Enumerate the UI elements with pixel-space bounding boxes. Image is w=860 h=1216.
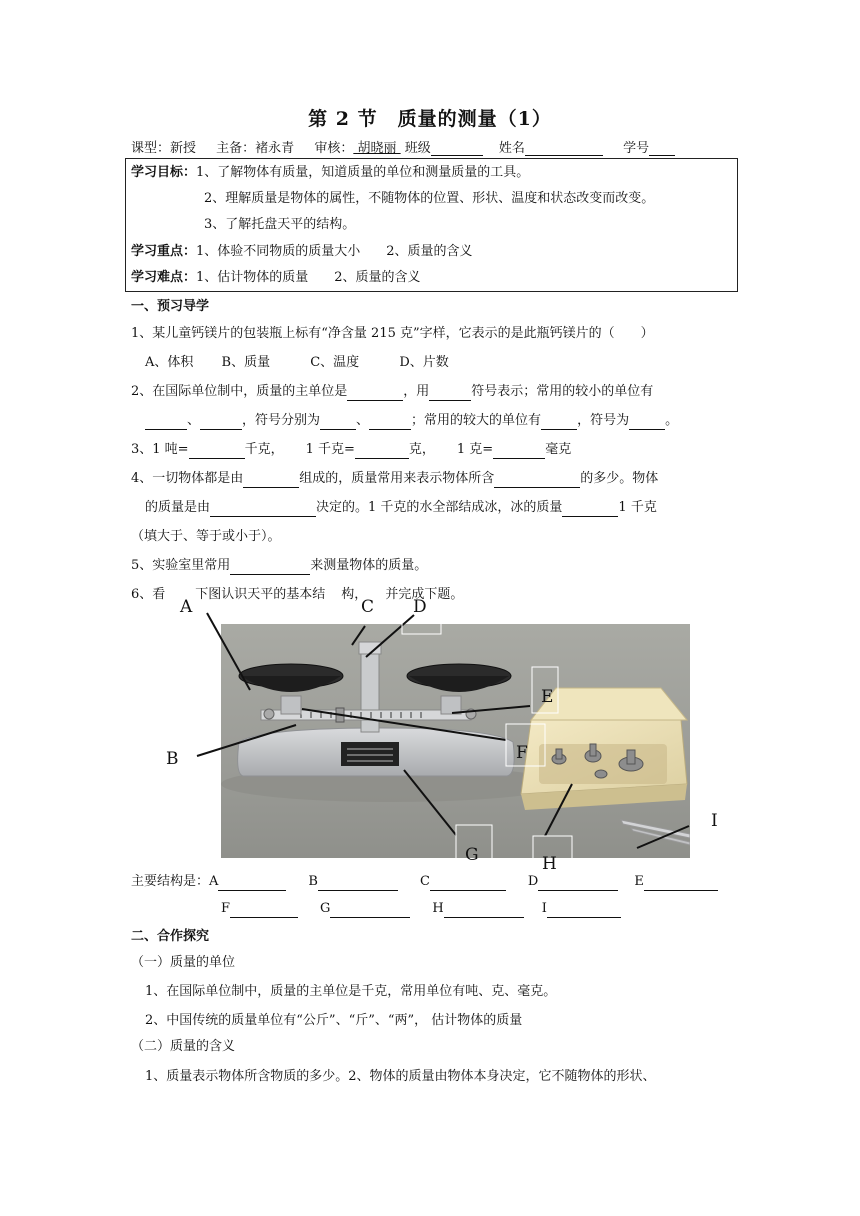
leader-g	[404, 770, 456, 835]
label-e: E	[541, 687, 554, 707]
question-4-line-1: 4、一切物体都是由 组成的，质量常用来表示物体所含 的多少。物体	[131, 471, 659, 486]
goal-3: 3、了解托盘天平的结构。	[204, 217, 356, 232]
lead-author: 主备：褚永青	[216, 141, 295, 156]
label-f: F	[516, 743, 528, 763]
structure-row-1: 主要结构是：A B C D E	[131, 873, 718, 891]
key-points: 学习重点：1、体验不同物质的质量大小 2、质量的含义	[131, 244, 473, 259]
question-2-line-1: 2、在国际单位制中，质量的主单位是 ，用 符号表示；常用的较小的单位有	[131, 384, 654, 399]
label-boxes	[402, 606, 572, 862]
leader-c	[352, 626, 365, 645]
question-3: 3、1 吨= 千克， 1 千克= 克， 1 克= 毫克	[131, 442, 572, 457]
goal-2: 2、理解质量是物体的属性，不随物体的位置、形状、温度和状态改变而改变。	[204, 191, 655, 206]
label-g: G	[465, 845, 479, 865]
name-label: 姓名	[498, 141, 525, 156]
leader-d	[366, 615, 414, 657]
label-b: B	[166, 749, 179, 769]
question-4-line-2: 的质量是由 决定的。1 千克的水全部结成冰，冰的质量 1 千克	[145, 500, 657, 515]
section-2-heading: 二、合作探究	[131, 929, 210, 944]
unit-point-2: 2、中国传统的质量单位有“公斤”、“斤”、“两”， 估计物体的质量	[145, 1013, 523, 1028]
leader-f	[302, 709, 506, 740]
question-2-line-2: 、 ，符号分别为 、 ；常用的较大的单位有 ，符号为 。	[145, 412, 678, 430]
option-b: B、质量	[221, 355, 271, 370]
leader-e	[452, 706, 530, 713]
label-h: H	[542, 854, 557, 874]
meaning-point: 1、质量表示物体所含物质的多少。2、物体的质量由物体本身决定，它不随物体的形状、	[145, 1069, 656, 1084]
unit-point-1: 1、在国际单位制中，质量的主单位是千克，常用单位有吨、克、毫克。	[145, 984, 557, 999]
question-1: 1、某儿童钙镁片的包装瓶上标有“净含量 215 克”字样，它表示的是此瓶钙镁片的（ ）	[131, 326, 654, 341]
label-i: I	[711, 811, 718, 831]
class-label: 班级	[404, 141, 431, 156]
question-6: 6、看 下图认识天平的基本结 构， 并完成下题。	[131, 587, 464, 602]
structure-label: 主要结构是：	[131, 874, 210, 889]
subsection-2: （二）质量的含义	[131, 1039, 236, 1054]
reviewer: 胡晓丽	[357, 141, 397, 156]
option-c: C、温度	[310, 355, 360, 370]
option-d: D、片数	[399, 355, 449, 370]
id-label: 学号	[623, 141, 650, 156]
leader-h	[545, 784, 572, 836]
question-5: 5、实验室里常用 来测量物体的质量。	[131, 558, 428, 573]
section-1-heading: 一、预习导学	[131, 299, 210, 314]
label-d: D	[413, 597, 427, 617]
difficult-points: 学习难点：1、估计物体的质量 2、质量的含义	[131, 270, 421, 285]
option-a: A、体积	[145, 355, 194, 370]
structure-row-2: F G H I	[221, 900, 621, 918]
leader-lines	[197, 613, 689, 848]
leader-i	[637, 826, 689, 848]
label-c: C	[361, 597, 375, 617]
review-label: 审核：	[314, 141, 354, 156]
question-4-line-3: （填大于、等于或小于）。	[131, 529, 281, 544]
goal-1: 1、了解物体有质量，知道质量的单位和测量质量的工具。	[196, 165, 530, 180]
lesson-type: 课型：新授	[131, 141, 197, 156]
page-title: 第 2 节 质量的测量（1）	[308, 108, 552, 130]
label-a: A	[180, 597, 193, 617]
leader-a	[207, 613, 250, 690]
goals-label: 学习目标：	[131, 165, 197, 180]
subsection-1: （一）质量的单位	[131, 955, 236, 970]
leader-b	[197, 725, 296, 756]
